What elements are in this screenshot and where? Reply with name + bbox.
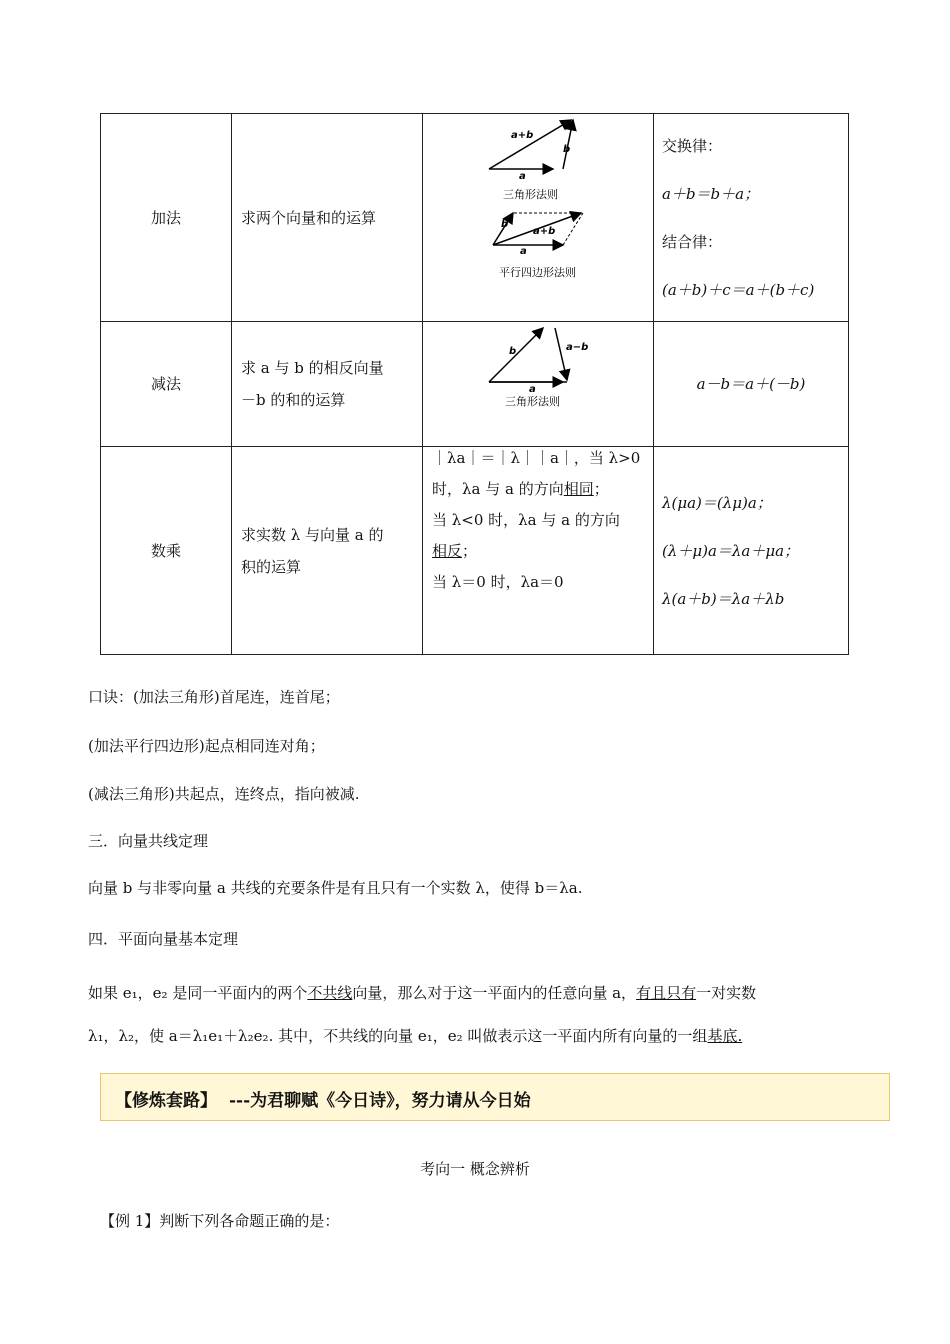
parallelogram-rule-caption: 平行四边形法则 [499, 266, 576, 279]
mnemonic-line-3: (减法三角形)共起点，连终点，指向被减. [88, 785, 360, 803]
definition-line: 求实数 λ 与向量 a 的 [241, 525, 384, 544]
sub-vector-a-minus-b [555, 328, 567, 380]
addition-diagram [423, 114, 653, 314]
op-cell: 加法 [101, 114, 232, 322]
law-line: 结合律： [662, 232, 723, 251]
definition-line: 求 a 与 b 的相反向量 [241, 359, 384, 377]
law-line: λ(μa)＝(λμ)a； [662, 493, 772, 512]
practice-banner [100, 1073, 890, 1121]
mnemonic-line-1: 口诀：(加法三角形)首尾连，连首尾； [88, 688, 340, 706]
table-row [101, 114, 849, 322]
banner-title: 【修炼套路】 [115, 1091, 217, 1111]
scalar-rule-line: ｜λa｜＝｜λ｜｜a｜，当 λ>0 [432, 449, 641, 467]
law-line: λ(a＋b)＝λa＋λb [662, 589, 785, 608]
mnemonic-line-2: (加法平行四边形)起点相同连对角； [88, 737, 325, 755]
definition-cell [232, 447, 423, 655]
label-a: a [519, 171, 526, 182]
law-cell [654, 322, 849, 447]
sub-label-a: a [529, 384, 536, 395]
law-line: (λ＋μ)a＝λa＋μa； [662, 541, 800, 560]
op-cell: 减法 [101, 322, 232, 447]
sub-triangle-caption: 三角形法则 [505, 395, 560, 408]
par-label-b: b [501, 219, 509, 230]
law-line: (a＋b)＋c＝a＋(b＋c) [662, 280, 815, 299]
subtraction-diagram [423, 322, 653, 439]
table-row [101, 447, 849, 655]
definition-cell: 求两个向量和的运算 [232, 114, 423, 322]
par-label-sum: a+b [533, 226, 556, 237]
basis-theorem-line-1: 如果 e₁，e₂ 是同一平面内的两个不共线向量，那么对于这一平面内的任意向量 a，有且只有一对实数 [88, 984, 757, 1002]
law-line: a＋b＝b＋a； [662, 184, 760, 203]
sub-label-a-minus-b: a−b [566, 342, 589, 353]
definition-cell [232, 322, 423, 447]
definition-line: 积的运算 [241, 557, 302, 576]
law-cell [654, 447, 849, 655]
par-label-a: a [520, 246, 527, 257]
law-line: 交换律： [662, 136, 723, 155]
banner-motto: ---为君聊赋《今日诗》，努力请从今日始 [229, 1091, 531, 1111]
scalar-rule-line: 相反； [432, 542, 478, 560]
law-line: a－b＝a＋(－b) [696, 375, 806, 393]
label-a-plus-b: a+b [511, 130, 534, 141]
scalar-rule-line: 时，λa 与 a 的方向相同； [432, 480, 609, 498]
label-b: b [563, 144, 571, 155]
law-cell [654, 114, 849, 322]
op-cell: 数乘 [101, 447, 232, 655]
table-row [101, 322, 849, 447]
figure-cell [423, 322, 654, 447]
collinear-theorem-text: 向量 b 与非零向量 a 共线的充要条件是有且只有一个实数 λ，使得 b＝λa. [88, 879, 583, 897]
vector-sum-arrow [489, 120, 571, 169]
sub-label-b: b [509, 346, 517, 357]
example-1: 【例 1】判断下列各命题正确的是： [100, 1212, 340, 1230]
figure-cell [423, 447, 654, 655]
scalar-rule-line: 当 λ<0 时，λa 与 a 的方向 [432, 511, 620, 529]
figure-cell [423, 114, 654, 322]
triangle-rule-caption: 三角形法则 [503, 188, 558, 201]
basis-theorem-line-2: λ₁，λ₂，使 a＝λ₁e₁＋λ₂e₂. 其中，不共线的向量 e₁，e₂ 叫做表示这一平面内所有向量的一组基底. [88, 1027, 743, 1045]
definition-line: －b 的和的运算 [241, 391, 346, 409]
section-title: 考向一 概念辨析 [420, 1160, 530, 1178]
heading-collinear-theorem: 三．向量共线定理 [88, 832, 209, 850]
heading-basis-theorem: 四．平面向量基本定理 [88, 930, 239, 948]
vector-operations-table [100, 113, 849, 655]
scalar-rule-line: 当 λ＝0 时，λa＝0 [432, 573, 564, 591]
